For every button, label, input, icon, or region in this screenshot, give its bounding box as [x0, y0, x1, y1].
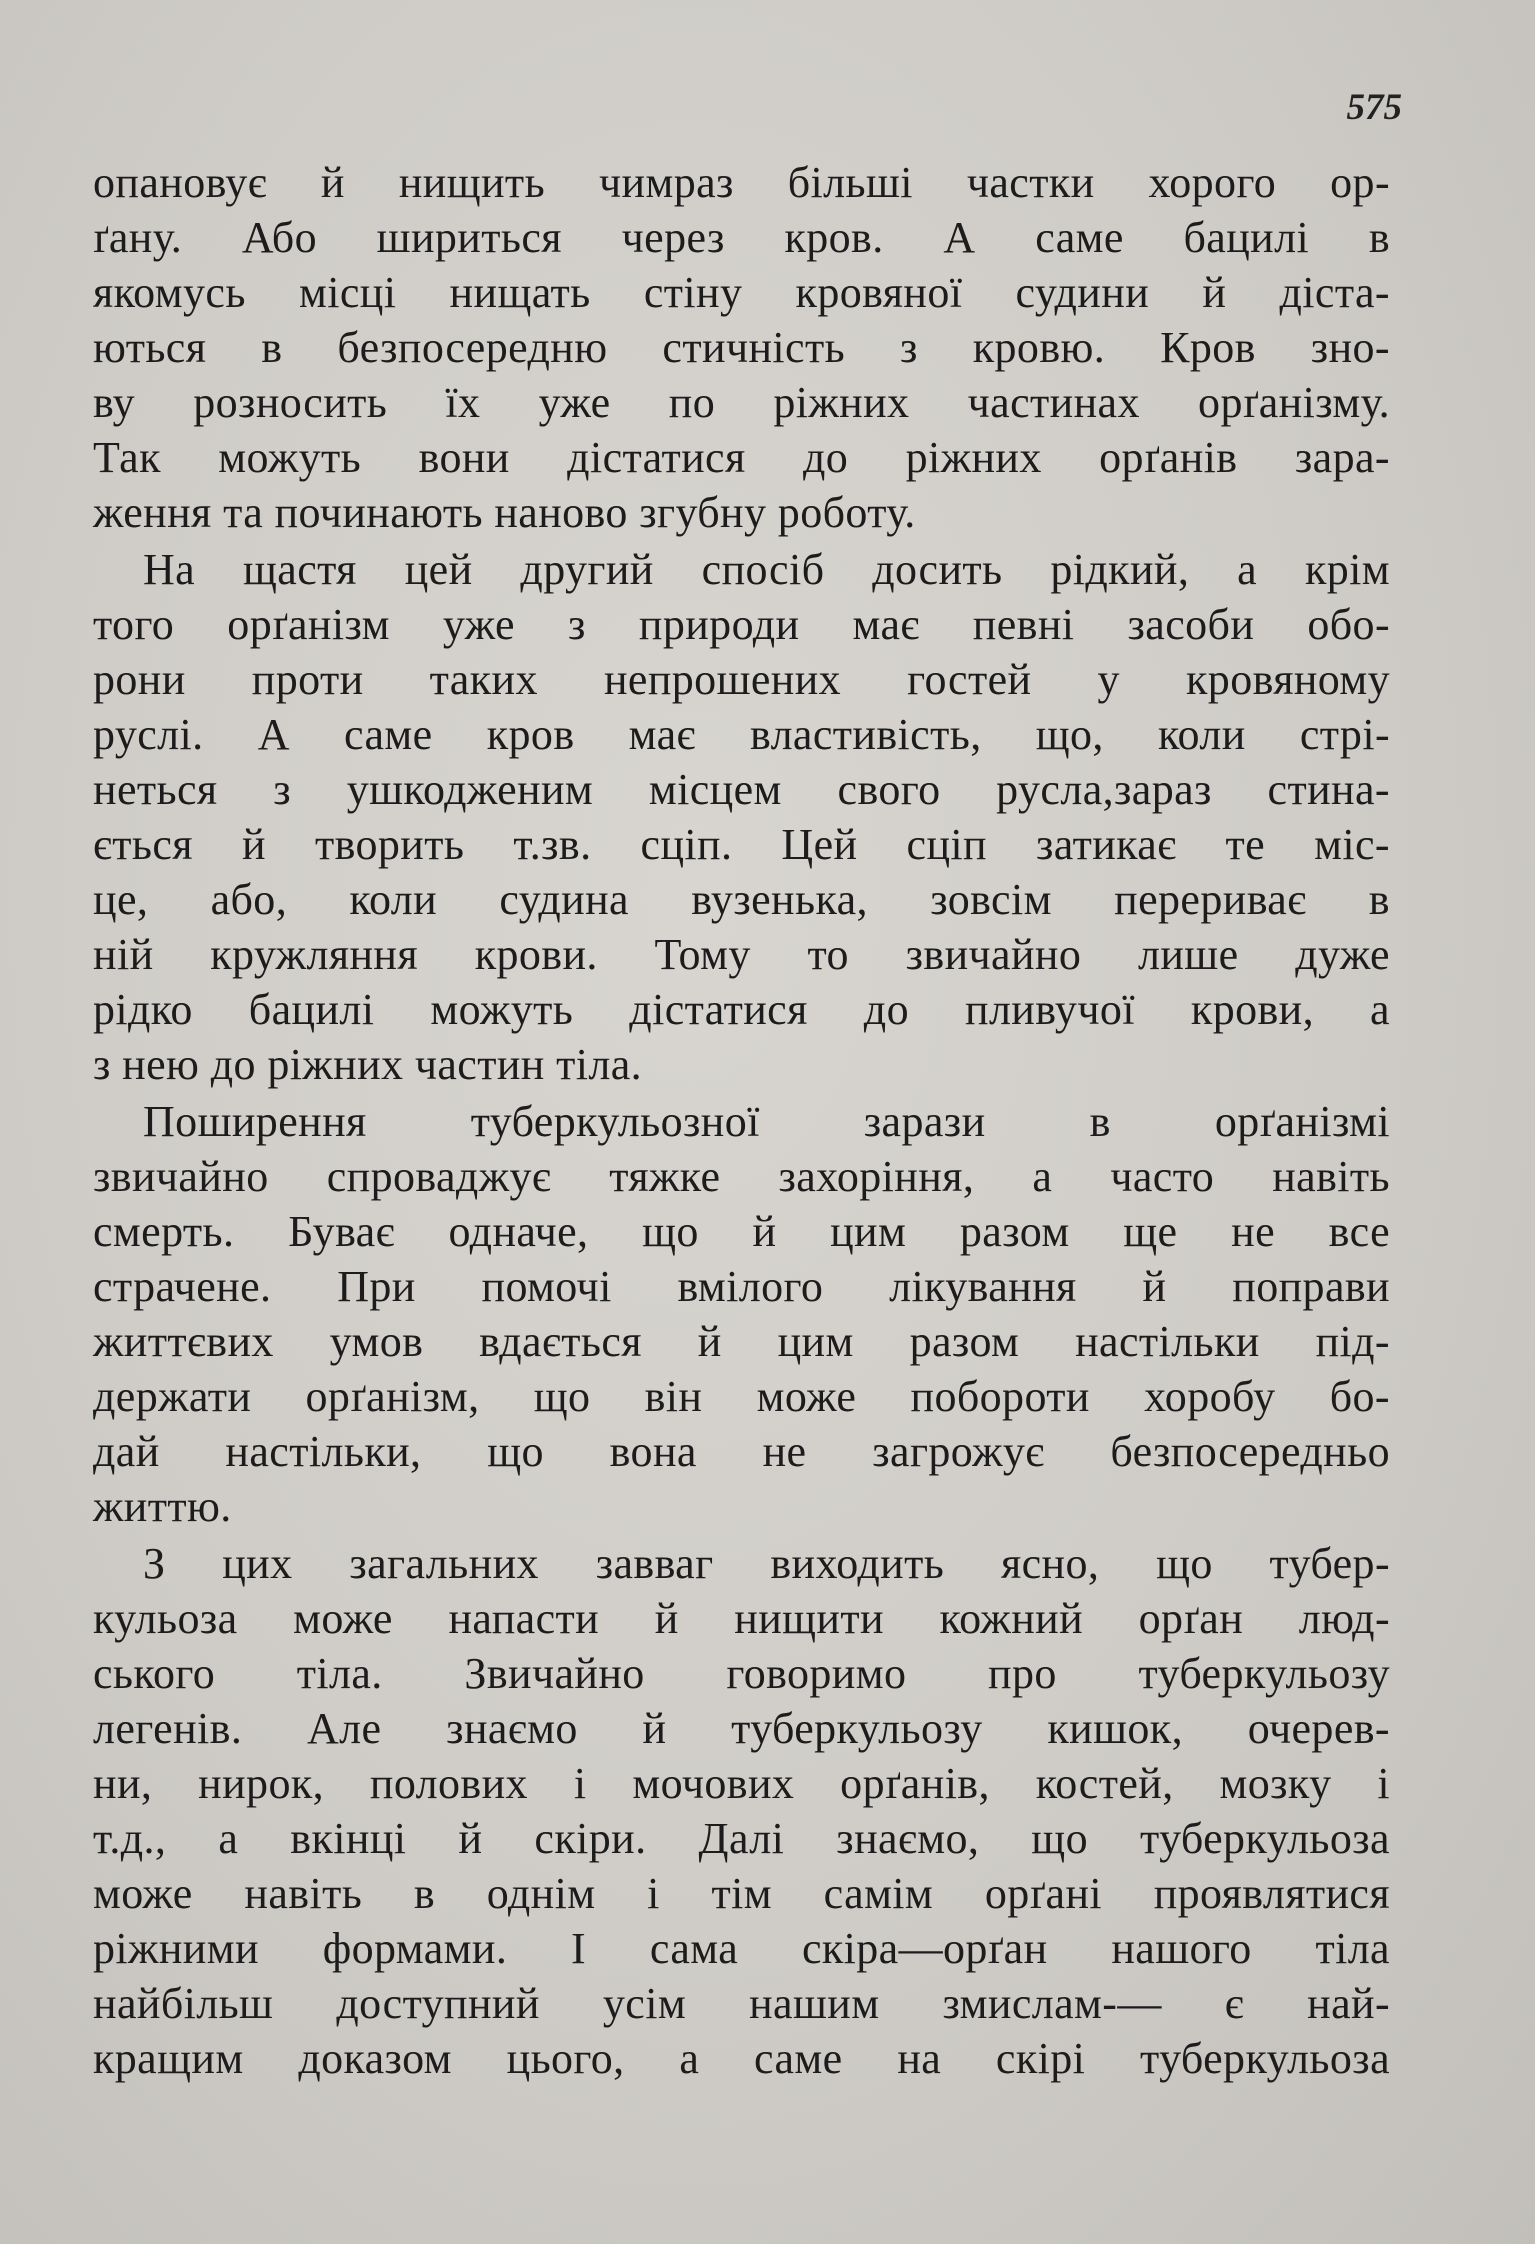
paragraph [93, 542, 1390, 1092]
text-line: опановує й нищить чимраз більші частки хорого ор- [93, 158, 1390, 207]
text-line: може навіть в однім і тім самім орґані проявлятися [93, 1869, 1390, 1918]
text-line: найбільш доступний усім нашим змислам-— є най- [93, 1979, 1390, 2028]
text-line: кращим доказом цього, а саме на скірі туберкульоза [93, 2034, 1390, 2083]
paragraph [93, 1094, 1390, 1534]
text-line: якомусь місці нищать стіну кровяної судини й діста- [93, 268, 1390, 317]
text-line: ній кружляння крови. Тому то звичайно лише дуже [93, 930, 1390, 979]
text-line: це, або, коли судина вузенька, зовсім перериває в [93, 875, 1390, 924]
text-line: дай настільки, що вона не загрожує безпосередньо [93, 1427, 1390, 1476]
text-line: рідко бацилі можуть дістатися до пливучої крови, а [93, 985, 1390, 1034]
text-line: того орґанізм уже з природи має певні засоби обо- [93, 600, 1390, 649]
text-line: ються в безпосередню стичність з кровю. Кров зно- [93, 323, 1390, 372]
text-line: т.д., а вкінці й скіри. Далі знаємо, що туберкульоза [93, 1814, 1390, 1863]
paragraph [93, 155, 1390, 540]
text-line: Поширення туберкульозної зарази в орґанізмі [143, 1097, 1390, 1146]
text-line: легенів. Але знаємо й туберкульозу кишок, очерев- [93, 1704, 1390, 1753]
text-line: життєвих умов вдається й цим разом настільки під- [93, 1317, 1390, 1366]
text-line: На щастя цей другий спосіб досить рідкий, а крім [143, 545, 1390, 594]
text-line: смерть. Буває одначе, що й цим разом ще не все [93, 1207, 1390, 1256]
text-line: Так можуть вони дістатися до ріжних орґанів зара- [93, 433, 1390, 482]
text-line: ється й творить т.зв. сціп. Цей сціп затикає те міс- [93, 820, 1390, 869]
text-line: ву розносить їх уже по ріжних частинах орґанізму. [93, 378, 1390, 427]
page-number: 575 [1346, 87, 1402, 128]
text-line: З цих загальних завваг виходить ясно, що тубер- [143, 1539, 1390, 1588]
text-line: держати орґанізм, що він може побороти хоробу бо- [93, 1372, 1390, 1421]
page-text-body [93, 155, 1390, 2088]
text-line: ження та починають наново згубну роботу. [93, 488, 916, 537]
text-line: руслі. А саме кров має властивість, що, коли стрі- [93, 710, 1390, 759]
text-line: ни, нирок, полових і мочових орґанів, костей, мозку і [93, 1759, 1390, 1808]
text-line: ського тіла. Звичайно говоримо про туберкульозу [93, 1649, 1390, 1698]
text-line: страчене. При помочі вмілого лікування й поправи [93, 1262, 1390, 1311]
text-line: ріжними формами. І сама скіра—орґан нашого тіла [93, 1924, 1390, 1973]
text-line: кульоза може напасти й нищити кожний орґан люд- [93, 1594, 1390, 1643]
text-line: звичайно спроваджує тяжке захоріння, а часто навіть [93, 1152, 1390, 1201]
paragraph [93, 1536, 1390, 2086]
text-line: рони проти таких непрошених гостей у кровяному [93, 655, 1390, 704]
text-line: з нею до ріжних частин тіла. [93, 1040, 643, 1089]
text-line: життю. [93, 1482, 232, 1531]
text-line: ґану. Або шириться через кров. А саме бацилі в [93, 213, 1390, 262]
text-line: неться з ушкодженим місцем свого русла,зараз стина- [93, 765, 1390, 814]
